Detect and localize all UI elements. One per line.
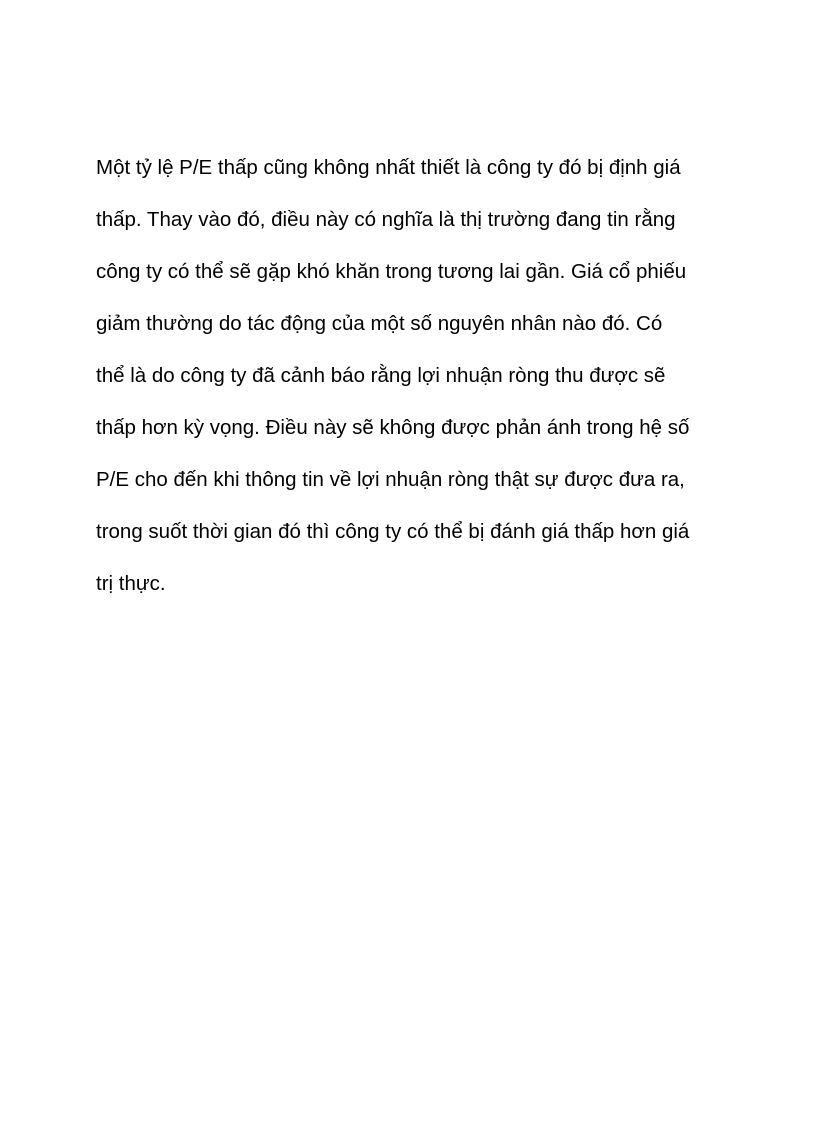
paragraph-line: P/E cho đến khi thông tin về lợi nhuận ròng thật sự được đưa ra,: [96, 468, 685, 491]
body-paragraph: [96, 150, 736, 618]
paragraph-line: thấp. Thay vào đó, điều này có nghĩa là thị trường đang tin rằng: [96, 208, 676, 231]
paragraph-line: Một tỷ lệ P/E thấp cũng không nhất thiết là công ty đó bị định giá: [96, 156, 681, 179]
paragraph-line: công ty có thể sẽ gặp khó khăn trong tương lai gần. Giá cổ phiếu: [96, 260, 687, 283]
paragraph-line: thấp hơn kỳ vọng. Điều này sẽ không được phản ánh trong hệ số: [96, 416, 690, 439]
paragraph-line: thể là do công ty đã cảnh báo rằng lợi nhuận ròng thu được sẽ: [96, 364, 666, 387]
paragraph-line: trong suốt thời gian đó thì công ty có thể bị đánh giá thấp hơn giá: [96, 520, 690, 543]
paragraph-line: giảm thường do tác động của một số nguyên nhân nào đó. Có: [96, 312, 663, 335]
paragraph-line: trị thực.: [96, 572, 166, 595]
